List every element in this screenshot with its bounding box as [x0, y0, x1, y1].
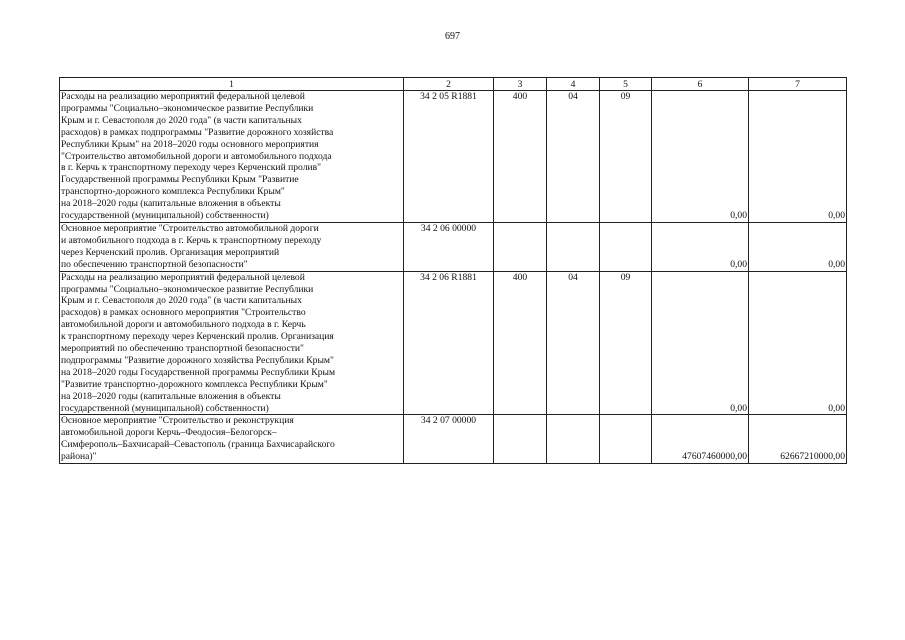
amount-cell: 47607460000,00 — [652, 415, 749, 464]
amount-cell: 0,00 — [749, 91, 847, 223]
description-line: "Строительство автомобильной дороги и автомобильного подхода — [61, 150, 332, 162]
description-line: автомобильной дороги и автомобильного подхода в г. Керчь — [61, 319, 306, 331]
amount-cell: 0,00 — [749, 222, 847, 271]
amount-cell: 0,00 — [652, 91, 749, 223]
column-header: 7 — [749, 78, 847, 91]
subsection-cell — [600, 415, 652, 464]
row-description — [60, 91, 404, 223]
budget-code-cell: 34 2 06 00000 — [404, 222, 494, 271]
column-header: 3 — [494, 78, 547, 91]
description-line: расходов) в рамках подпрограммы "Развитие дорожного хозяйства — [61, 126, 334, 138]
column-header: 6 — [652, 78, 749, 91]
budget-table — [59, 77, 847, 464]
amount-cell: 62667210000,00 — [749, 415, 847, 464]
budget-code-cell: 34 2 06 R1881 — [404, 271, 494, 415]
expense-type-cell: 400 — [494, 91, 547, 223]
table-row — [60, 222, 847, 271]
page-number: 697 — [445, 31, 460, 42]
expense-type-cell — [494, 222, 547, 271]
description-line: в г. Керчь к транспортному переходу через Керченский пролив" — [61, 162, 322, 174]
column-header: 2 — [404, 78, 494, 91]
description-line: к транспортному переходу через Керченский пролив. Организация — [61, 331, 334, 343]
description-line: транспортно-дорожного комплекса Республики Крым" — [61, 186, 285, 198]
subsection-cell — [600, 222, 652, 271]
amount-cell: 0,00 — [749, 271, 847, 415]
table-row — [60, 271, 847, 415]
description-line: на 2018–2020 годы Государственной программы Республики Крым — [61, 366, 336, 378]
description-line: Крым и г. Севастополя до 2020 года" (в части капитальных — [61, 295, 302, 307]
row-description — [60, 271, 404, 415]
column-header: 4 — [547, 78, 600, 91]
description-line: автомобильной дороги Керчь–Феодосия–Белогорск– — [61, 427, 277, 439]
expense-type-cell: 400 — [494, 271, 547, 415]
table-body — [60, 91, 847, 464]
description-line: программы "Социально–экономическое развитие Республики — [61, 283, 314, 295]
description-line: мероприятий по обеспечению транспортной безопасности" — [61, 343, 304, 355]
subsection-cell: 09 — [600, 271, 652, 415]
description-line: через Керченский пролив. Организация мероприятий — [61, 246, 280, 258]
description-line: государственной (муниципальной) собственности) — [61, 402, 269, 414]
section-cell — [547, 415, 600, 464]
description-line: на 2018–2020 годы (капитальные вложения в объекты — [61, 390, 281, 402]
description-line: Расходы на реализацию мероприятий федеральной целевой — [61, 91, 305, 102]
description-line: Расходы на реализацию мероприятий федеральной целевой — [61, 271, 305, 283]
budget-code-cell: 34 2 07 00000 — [404, 415, 494, 464]
description-line: Основное мероприятие "Строительство и реконструкция — [61, 415, 294, 427]
table-header-row — [60, 78, 847, 91]
description-line: Крым и г. Севастополя до 2020 года" (в части капитальных — [61, 114, 302, 126]
expense-type-cell — [494, 415, 547, 464]
description-line: Симферополь–Бахчисарай–Севастополь (граница Бахчисарайского — [61, 439, 335, 451]
table-row — [60, 415, 847, 464]
description-line: и автомобильного подхода в г. Керчь к транспортному переходу — [61, 234, 322, 246]
description-line: государственной (муниципальной) собственности) — [61, 210, 269, 222]
section-cell — [547, 222, 600, 271]
subsection-cell: 09 — [600, 91, 652, 223]
column-header: 5 — [600, 78, 652, 91]
column-header: 1 — [60, 78, 404, 91]
description-line: подпрограммы "Развитие дорожного хозяйства Республики Крым" — [61, 354, 334, 366]
description-line: по обеспечению транспортной безопасности" — [61, 258, 248, 270]
description-line: "Развитие транспортно-дорожного комплекса Республики Крым" — [61, 378, 328, 390]
row-description — [60, 415, 404, 464]
description-line: Государственной программы Республики Крым "Развитие — [61, 174, 299, 186]
amount-cell: 0,00 — [652, 271, 749, 415]
amount-cell: 0,00 — [652, 222, 749, 271]
section-cell: 04 — [547, 271, 600, 415]
row-description — [60, 222, 404, 271]
description-line: Республики Крым" на 2018–2020 годы основного мероприятия — [61, 138, 319, 150]
table-row — [60, 91, 847, 223]
description-line: на 2018–2020 годы (капитальные вложения в объекты — [61, 198, 281, 210]
description-line: района)" — [61, 451, 97, 463]
section-cell: 04 — [547, 91, 600, 223]
description-line: программы "Социально–экономическое развитие Республики — [61, 102, 314, 114]
description-line: Основное мероприятие "Строительство автомобильной дороги — [61, 222, 319, 234]
budget-code-cell: 34 2 05 R1881 — [404, 91, 494, 223]
description-line: расходов) в рамках основного мероприятия "Строительство — [61, 307, 306, 319]
